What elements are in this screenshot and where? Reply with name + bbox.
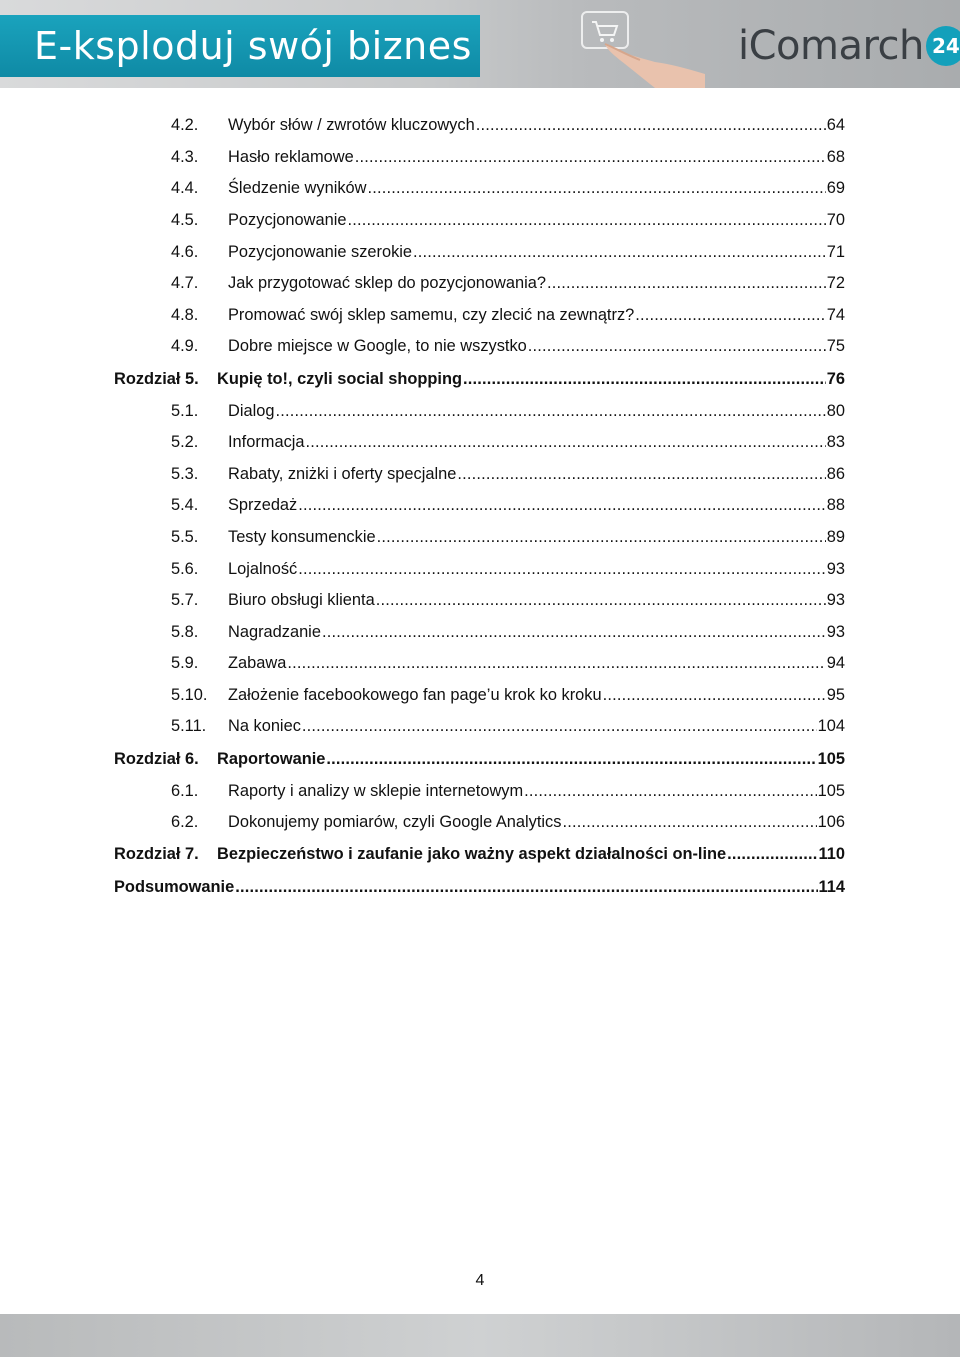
toc-chapter-entry[interactable] <box>114 363 845 396</box>
toc-section-entry[interactable] <box>114 236 845 268</box>
toc-dot-leader <box>322 623 826 642</box>
toc-entry-page: 64 <box>826 116 845 135</box>
toc-section-entry[interactable] <box>114 680 845 712</box>
toc-dot-leader <box>298 496 826 515</box>
toc-entry-page: 72 <box>826 274 845 293</box>
toc-dot-leader <box>287 654 825 673</box>
toc-entry-page: 74 <box>826 305 845 324</box>
toc-section-entry[interactable] <box>114 775 845 807</box>
toc-entry-number: 5.10. <box>171 685 208 704</box>
toc-section-entry[interactable] <box>114 490 845 522</box>
toc-entry-page: 93 <box>826 559 845 578</box>
toc-chapter-entry[interactable] <box>114 838 845 871</box>
toc-entry-page: 71 <box>826 242 845 261</box>
toc-section-entry[interactable] <box>114 522 845 554</box>
toc-entry-page: 88 <box>826 496 845 515</box>
toc-entry-number: 4.4. <box>171 179 199 198</box>
toc-section-entry[interactable] <box>114 395 845 427</box>
toc-entry-title: Dobre miejsce w Google, to nie wszystko <box>228 337 527 356</box>
toc-section-entry[interactable] <box>114 711 845 743</box>
page-header <box>0 0 960 88</box>
toc-entry-number: 4.5. <box>171 211 199 230</box>
toc-dot-leader <box>603 686 826 705</box>
toc-entry-number: 5.9. <box>171 654 199 673</box>
toc-dot-leader <box>347 211 825 230</box>
toc-dot-leader <box>528 337 826 356</box>
toc-entry-title: Hasło reklamowe <box>228 147 354 166</box>
toc-entry-title: Testy konsumenckie <box>228 527 376 546</box>
toc-entry-number: 5.1. <box>171 401 199 420</box>
toc-entry-page: 70 <box>826 211 845 230</box>
toc-section-entry[interactable] <box>114 331 845 363</box>
toc-entry-title: Pozycjonowanie <box>228 211 347 230</box>
toc-entry-page: 69 <box>826 179 845 198</box>
toc-section-entry[interactable] <box>114 458 845 490</box>
toc-entry-page: 104 <box>817 717 845 736</box>
toc-entry-title: Na koniec <box>228 717 301 736</box>
toc-entry-page: 95 <box>826 685 845 704</box>
toc-dot-leader <box>275 402 825 421</box>
toc-entry-number: 4.3. <box>171 147 199 166</box>
toc-entry-title: Kupię to!, czyli social shopping <box>217 369 462 388</box>
toc-entry-number: 4.9. <box>171 337 199 356</box>
toc-section-entry[interactable] <box>114 205 845 237</box>
toc-entry-title: Rabaty, zniżki i oferty specjalne <box>228 464 457 483</box>
toc-entry-number: 4.8. <box>171 305 199 324</box>
toc-entry-title: Śledzenie wyników <box>228 179 367 198</box>
toc-entry-number: 4.7. <box>171 274 199 293</box>
toc-entry-title: Sprzedaż <box>228 496 298 515</box>
toc-section-entry[interactable] <box>114 553 845 585</box>
toc-entry-title: Bezpieczeństwo i zaufanie jako ważny aspekt działalności on-line <box>217 845 727 864</box>
toc-entry-page: 89 <box>826 527 845 546</box>
toc-chapter-entry[interactable] <box>114 871 845 904</box>
toc-entry-page: 68 <box>826 147 845 166</box>
toc-entry-page: 76 <box>826 369 845 388</box>
toc-entry-title: Dokonujemy pomiarów, czyli Google Analytics <box>228 813 562 832</box>
toc-dot-leader <box>376 591 826 610</box>
toc-dot-leader <box>302 717 817 736</box>
toc-entry-title: Pozycjonowanie szerokie <box>228 242 413 261</box>
toc-entry-page: 110 <box>818 845 845 864</box>
toc-section-entry[interactable] <box>114 110 845 142</box>
toc-dot-leader <box>463 370 826 389</box>
toc-dot-leader <box>355 148 826 167</box>
document-title: E-ksploduj swój biznes <box>34 24 472 68</box>
toc-entry-number: 5.2. <box>171 433 199 452</box>
toc-entry-number: 5.7. <box>171 591 199 610</box>
toc-entry-number: 4.2. <box>171 116 199 135</box>
toc-entry-title: Informacja <box>228 433 305 452</box>
toc-dot-leader <box>476 116 826 135</box>
toc-entry-page: 75 <box>826 337 845 356</box>
toc-dot-leader <box>635 306 826 325</box>
toc-entry-title: Lojalność <box>228 559 298 578</box>
logo-badge: 24 <box>926 26 960 66</box>
toc-entry-page: 105 <box>817 781 845 800</box>
toc-entry-number: 5.3. <box>171 464 199 483</box>
toc-dot-leader <box>547 274 826 293</box>
toc-dot-leader <box>377 528 826 547</box>
toc-entry-title: Wybór słów / zwrotów kluczowych <box>228 116 475 135</box>
toc-section-entry[interactable] <box>114 807 845 839</box>
toc-section-entry[interactable] <box>114 427 845 459</box>
toc-dot-leader <box>367 179 825 198</box>
toc-section-entry[interactable] <box>114 268 845 300</box>
toc-entry-title: Założenie facebookowego fan page’u krok ko kroku <box>228 685 602 704</box>
toc-entry-title: Podsumowanie <box>114 877 235 896</box>
toc-section-entry[interactable] <box>114 173 845 205</box>
toc-entry-number: 6.2. <box>171 813 199 832</box>
toc-entry-number: Rozdział 5. <box>114 369 199 388</box>
toc-entry-title: Zabawa <box>228 654 287 673</box>
toc-entry-page: 93 <box>826 622 845 641</box>
icomarch24-logo <box>738 22 960 70</box>
toc-entry-title: Biuro obsługi klienta <box>228 591 375 610</box>
toc-entry-title: Promować swój sklep samemu, czy zlecić na zewnątrz? <box>228 305 635 324</box>
page-footer <box>0 1314 960 1357</box>
toc-entry-number: 5.4. <box>171 496 199 515</box>
toc-dot-leader <box>413 243 826 262</box>
toc-entry-number: 5.11. <box>171 717 207 736</box>
toc-chapter-entry[interactable] <box>114 743 845 776</box>
toc-entry-page: 105 <box>817 749 845 768</box>
toc-entry-page: 83 <box>826 433 845 452</box>
toc-entry-page: 93 <box>826 591 845 610</box>
toc-entry-page: 114 <box>818 877 845 896</box>
page-number: 4 <box>475 1272 485 1289</box>
toc-entry-number: 6.1. <box>171 781 199 800</box>
toc-section-entry[interactable] <box>114 300 845 332</box>
toc-section-entry[interactable] <box>114 585 845 617</box>
toc-dot-leader <box>298 560 826 579</box>
toc-dot-leader <box>727 845 817 864</box>
toc-section-entry[interactable] <box>114 648 845 680</box>
logo-text: iComarch <box>738 23 924 69</box>
toc-entry-number: 4.6. <box>171 242 199 261</box>
pointing-hand-icon <box>585 24 705 88</box>
toc-dot-leader <box>326 750 816 769</box>
toc-dot-leader <box>524 782 816 801</box>
table-of-contents <box>114 110 845 903</box>
toc-entry-title: Raporty i analizy w sklepie internetowym <box>228 781 524 800</box>
toc-entry-number: 5.5. <box>171 527 199 546</box>
toc-entry-number: 5.6. <box>171 559 199 578</box>
toc-entry-title: Jak przygotować sklep do pozycjonowania? <box>228 274 546 293</box>
toc-entry-number: Rozdział 7. <box>114 845 199 864</box>
toc-dot-leader <box>235 878 817 897</box>
toc-dot-leader <box>457 465 825 484</box>
toc-entry-page: 106 <box>817 813 845 832</box>
toc-section-entry[interactable] <box>114 142 845 174</box>
toc-section-entry[interactable] <box>114 616 845 648</box>
toc-entry-number: Rozdział 6. <box>114 749 199 768</box>
toc-entry-page: 94 <box>826 654 845 673</box>
toc-entry-number: 5.8. <box>171 622 199 641</box>
toc-entry-title: Dialog <box>228 401 275 420</box>
toc-dot-leader <box>562 813 816 832</box>
toc-entry-title: Raportowanie <box>217 749 326 768</box>
toc-dot-leader <box>306 433 826 452</box>
toc-entry-title: Nagradzanie <box>228 622 321 641</box>
toc-entry-page: 86 <box>826 464 845 483</box>
toc-entry-page: 80 <box>826 401 845 420</box>
